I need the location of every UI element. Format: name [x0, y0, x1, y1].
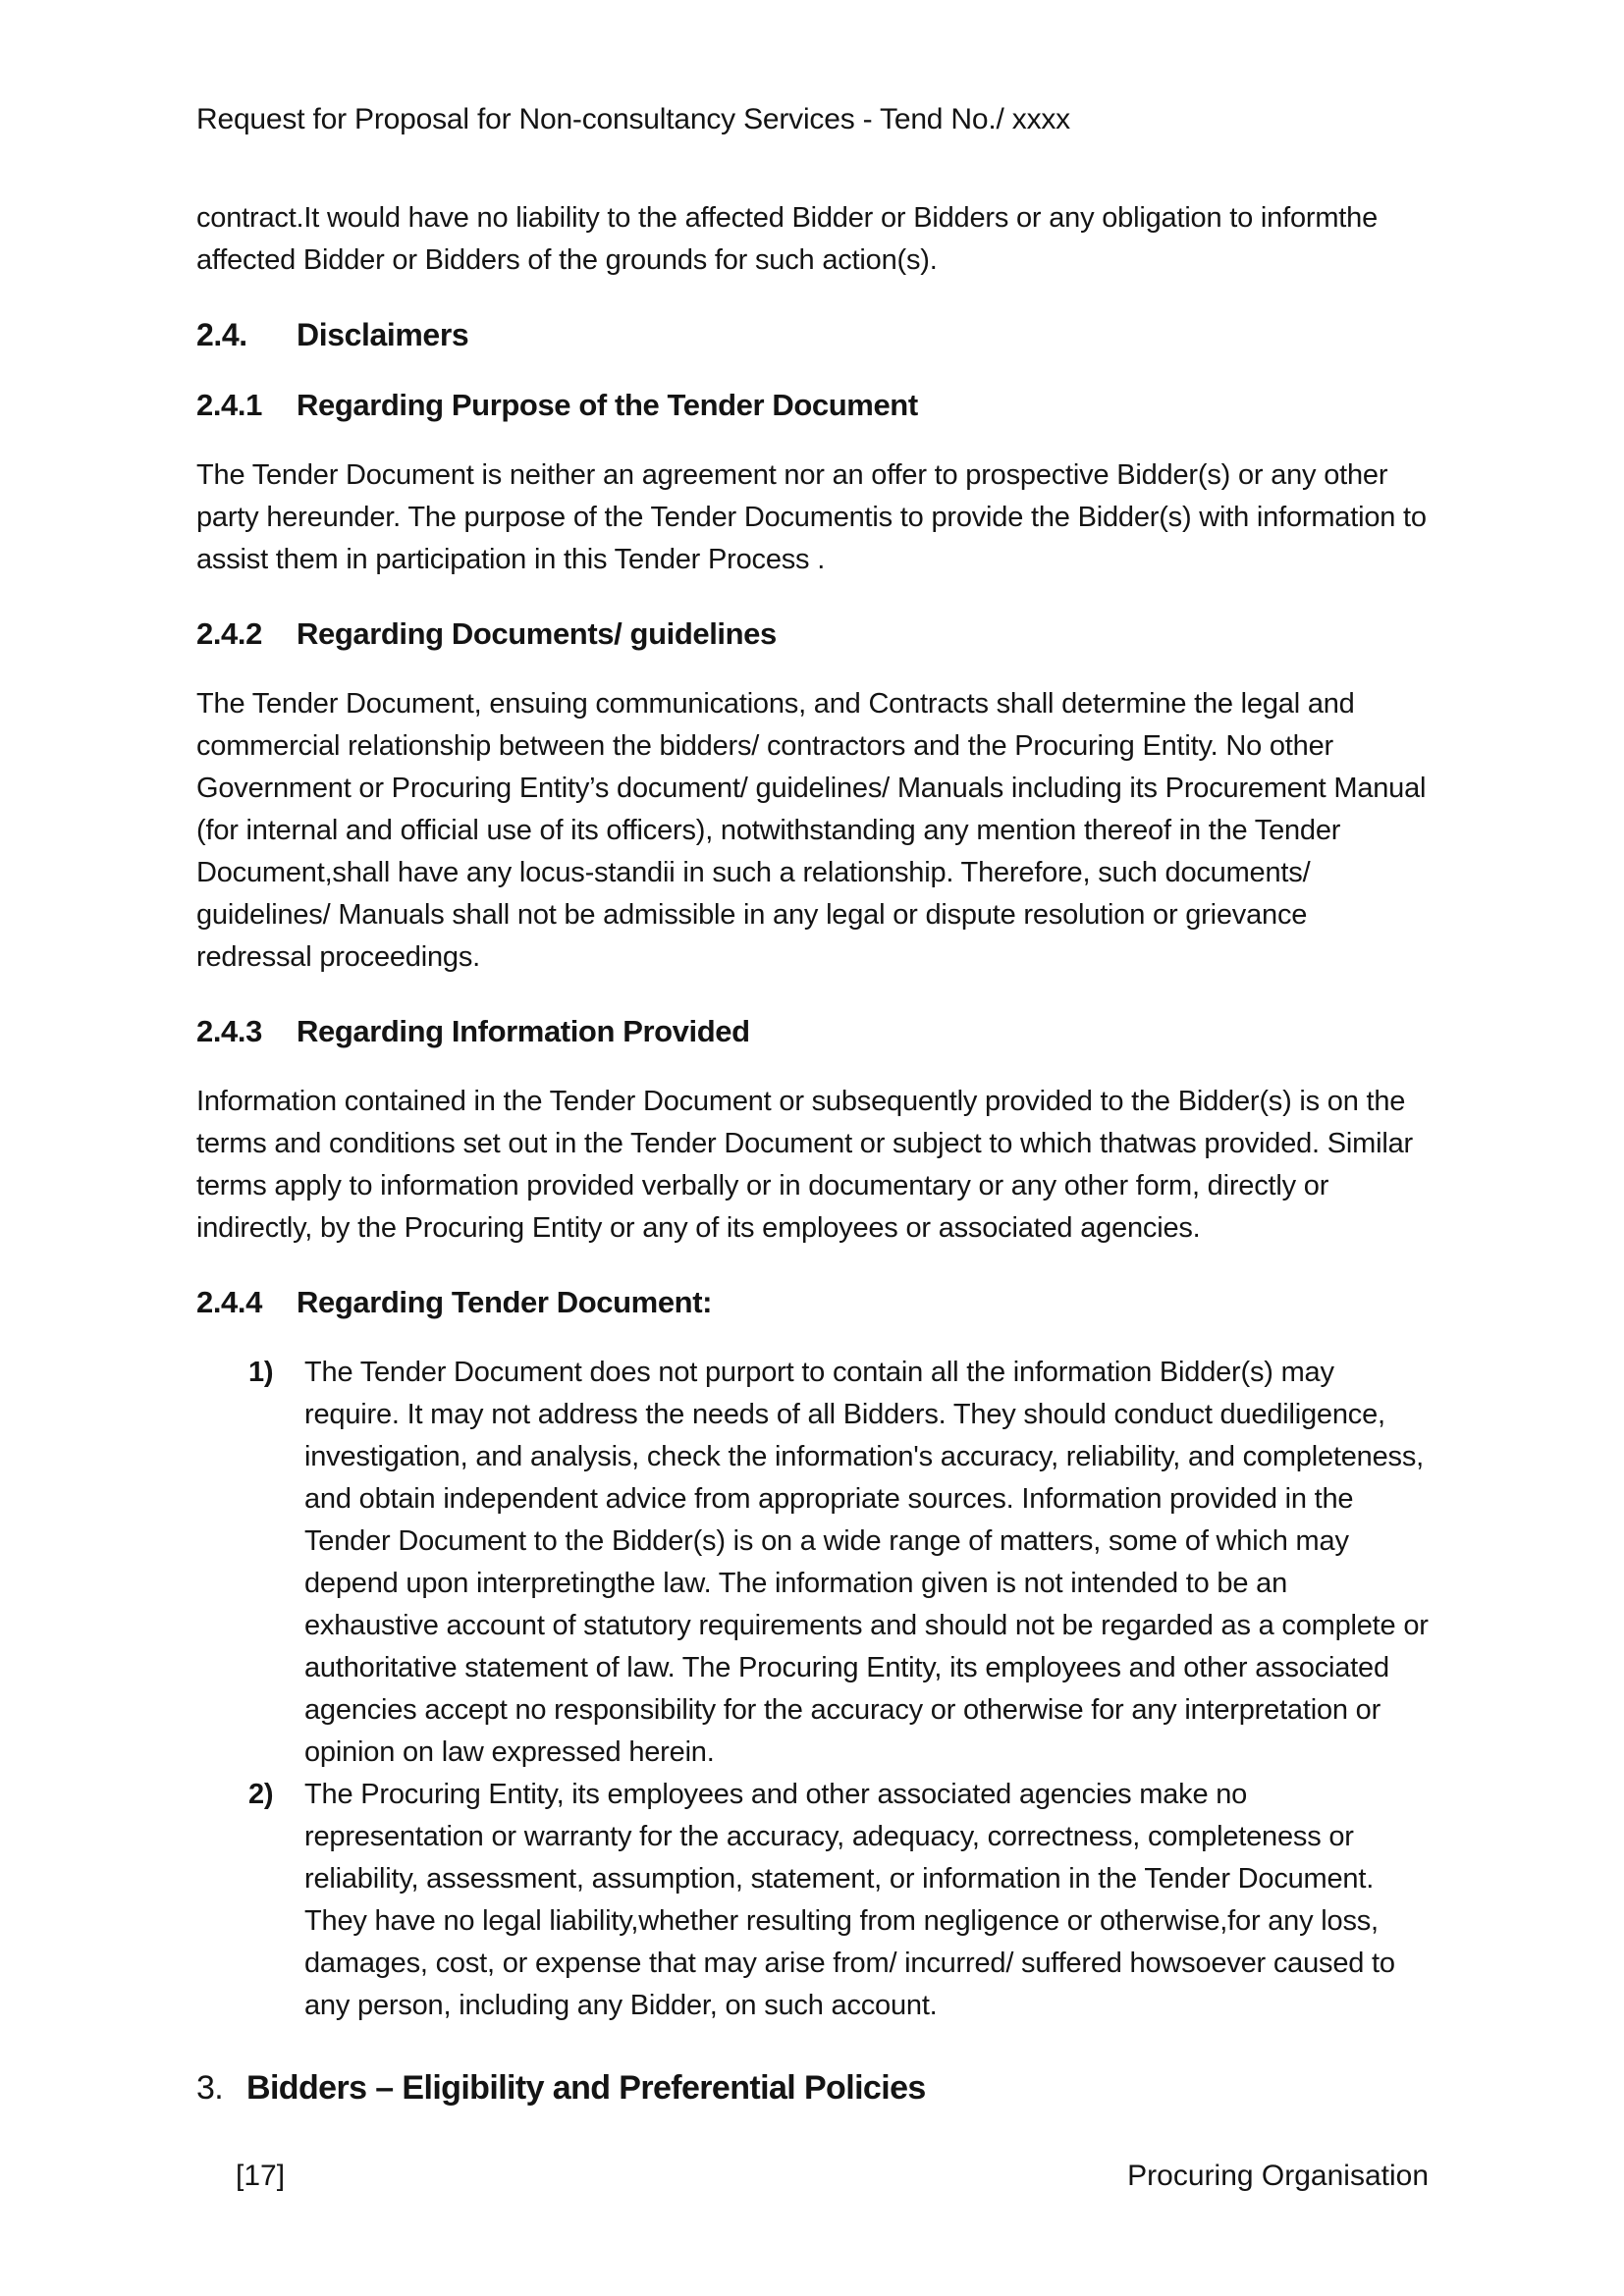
subsection-heading-2-4-4: [196, 1279, 1429, 1326]
page-content: [196, 98, 1429, 2113]
subsection-heading-2-4-1: [196, 382, 1429, 429]
subsection-title: Regarding Tender Document:: [297, 1285, 713, 1319]
list-item: [196, 1774, 1429, 2027]
section-number: 3.: [196, 2069, 224, 2107]
section-heading-3: [196, 2062, 1429, 2113]
page-footer: [196, 2157, 1429, 2196]
running-header: Request for Proposal for Non-consultancy Services - Tend No./ xxxx: [196, 103, 1070, 135]
section-number: 2.4.: [196, 317, 247, 352]
subsection-number: 2.4.1: [196, 388, 262, 422]
list-item-text: The Procuring Entity, its employees and other associated agencies make no representation or warranty for the accuracy, adequacy, correctness, completeness or reliability, assessment, assumption, statement, or information in the Tender Document. They have no legal liability,whether resulting from negligence or otherwise,for any loss, damages, cost, or expense that may arise from/ incurred/ suffered howsoever caused to any person, including any Bidder, on such account.: [304, 1779, 1395, 2021]
list-item-marker: 1): [248, 1357, 274, 1388]
list-item-marker: 2): [248, 1779, 274, 1810]
subsection-title: Regarding Information Provided: [297, 1014, 750, 1048]
subsection-number: 2.4.4: [196, 1285, 262, 1319]
subsection-title: Regarding Purpose of the Tender Document: [297, 388, 918, 422]
list-item: [196, 1352, 1429, 1774]
subsection-paragraph-2-4-2: The Tender Document, ensuing communications, and Contracts shall determine the legal and commercial relationship between the bidders/ contractors and the Procuring Entity. No other Government or Procuring Entity’s document/ guidelines/ Manuals including its Procurement Manual (for internal and official use of its officers), notwithstanding any mention thereof in the Tender Document,shall have any locus-standii in such a relationship. Therefore, such documents/ guidelines/ Manuals shall not be admissible in any legal or dispute resolution or grievance redressal proceedings.: [196, 688, 1427, 973]
subsection-paragraph-2-4-3: Information contained in the Tender Document or subsequently provided to the Bidder(s) is on the terms and conditions set out in the Tender Document or subject to which thatwas provided. Similar terms apply to information provided verbally or in documentary or any other form, directly or indirectly, by the Procuring Entity or any of its employees or associated agencies.: [196, 1086, 1413, 1244]
page-number: [17]: [236, 2160, 286, 2192]
section-title: Disclaimers: [297, 317, 469, 352]
intro-paragraph: contract.It would have no liability to the affected Bidder or Bidders or any obligation to informthe affected Bidder or Bidders of the grounds for such action(s).: [196, 202, 1378, 276]
numbered-list: [196, 1352, 1429, 2027]
section-title: Bidders – Eligibility and Preferential Policies: [246, 2069, 926, 2107]
section-heading-2-4: [196, 311, 1429, 358]
subsection-heading-2-4-2: [196, 611, 1429, 658]
footer-organisation-label: Procuring Organisation: [1127, 2160, 1429, 2192]
list-item-text: The Tender Document does not purport to contain all the information Bidder(s) may require. It may not address the needs of all Bidders. They should conduct duediligence, investigation, and analysis, check the information's accuracy, reliability, and completeness, and obtain independent advice from appropriate sources. Information provided in the Tender Document to the Bidder(s) is on a wide range of matters, some of which may depend upon interpretingthe law. The information given is not intended to be an exhaustive account of statutory requirements and should not be regarded as a complete or authoritative statement of law. The Procuring Entity, its employees and other associated agencies accept no responsibility for the accuracy or otherwise for any interpretation or opinion on law expressed herein.: [304, 1357, 1429, 1768]
subsection-number: 2.4.2: [196, 616, 262, 651]
subsection-paragraph-2-4-1: The Tender Document is neither an agreement nor an offer to prospective Bidder(s) or any other party hereunder. The purpose of the Tender Documentis to provide the Bidder(s) with information to assist them in participation in this Tender Process .: [196, 459, 1427, 575]
subsection-heading-2-4-3: [196, 1008, 1429, 1055]
subsection-title: Regarding Documents/ guidelines: [297, 616, 777, 651]
subsection-number: 2.4.3: [196, 1014, 262, 1048]
